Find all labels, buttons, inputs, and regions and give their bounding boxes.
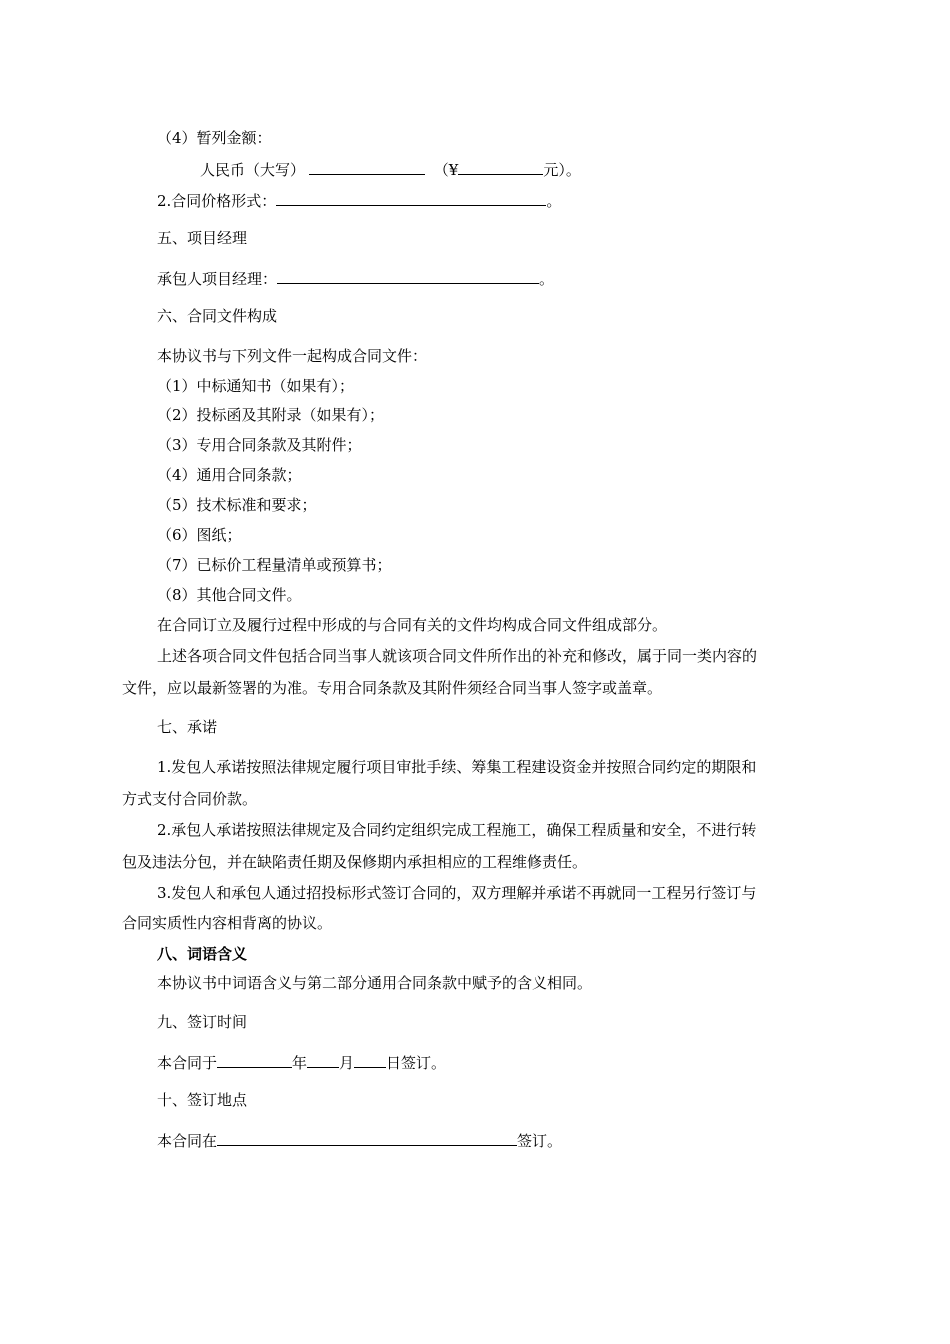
section-6-heading: 六、合同文件构成: [157, 307, 278, 325]
section-5-heading: 五、项目经理: [157, 229, 248, 247]
yuan-label: 元）。: [543, 161, 581, 179]
list-item: （1）中标通知书（如果有）；: [157, 377, 355, 395]
docs-intro: 本协议书与下列文件一起构成合同文件：: [157, 347, 428, 365]
list-item: （2）投标函及其附录（如果有）；: [157, 406, 385, 424]
provisional-sum-label: （4）暂列金额：: [157, 129, 272, 147]
list-item: （6）图纸；: [157, 526, 242, 544]
list-item: （8）其他合同文件。: [157, 586, 302, 604]
section-8-heading: 八、词语含义: [157, 945, 248, 963]
list-item: （7）已标价工程量清单或预算书；: [157, 556, 392, 574]
commitment-1-line-2: 方式支付合同价款。: [122, 790, 258, 808]
signing-place-line: [157, 1129, 562, 1151]
list-item: （4）通用合同条款；: [157, 466, 302, 484]
commitment-2-line-2: 包及违法分包，并在缺陷责任期及保修期内承担相应的工程维修责任。: [122, 853, 588, 871]
signing-place-label: 本合同在: [157, 1132, 218, 1150]
docs-priority-paragraph-line-2: 文件，应以最新签署的为准。专用合同条款及其附件须经合同当事人签字或盖章。: [122, 679, 663, 697]
period: 。: [539, 270, 555, 288]
pm-line: [157, 267, 554, 289]
yen-label: （¥: [433, 161, 459, 179]
section-9-heading: 九、签订时间: [157, 1013, 248, 1031]
year-blank[interactable]: [217, 1051, 292, 1068]
month-blank[interactable]: [307, 1051, 339, 1068]
rmb-uppercase-label: 人民币（大写）: [200, 161, 306, 179]
commitment-3-line-2: 合同实质性内容相背离的协议。: [122, 914, 333, 932]
section-10-heading: 十、签订地点: [157, 1091, 248, 1109]
year-label: 年: [292, 1054, 308, 1072]
docs-formation-paragraph: 在合同订立及履行过程中形成的与合同有关的文件均构成合同文件组成部分。: [157, 616, 668, 634]
list-item: （5）技术标准和要求；: [157, 496, 317, 514]
docs-priority-paragraph-line-1: 上述各项合同文件包括合同当事人就该项合同文件所作出的补充和修改，属于同一类内容的: [157, 647, 758, 665]
price-form-blank[interactable]: [276, 189, 546, 206]
period: 。: [546, 192, 562, 210]
yen-amount-blank[interactable]: [458, 158, 543, 175]
section-7-heading: 七、承诺: [157, 718, 218, 736]
list-item: （3）专用合同条款及其附件；: [157, 436, 362, 454]
rmb-amount-line: [200, 158, 581, 180]
rmb-uppercase-blank[interactable]: [309, 158, 425, 175]
day-label: 日签订。: [386, 1054, 447, 1072]
signing-date-label: 本合同于: [157, 1054, 218, 1072]
commitment-3-line-1: 3.发包人和承包人通过招投标形式签订合同的，双方理解并承诺不再就同一工程另行签订与: [157, 884, 757, 902]
commitment-2-line-1: 2.承包人承诺按照法律规定及合同约定组织完成工程施工，确保工程质量和安全，不进行转: [157, 821, 757, 839]
pm-blank[interactable]: [277, 267, 539, 284]
commitment-1-line-1: 1.发包人承诺按照法律规定履行项目审批手续、筹集工程建设资金并按照合同约定的期限和: [157, 758, 757, 776]
terms-paragraph: 本协议书中词语含义与第二部分通用合同条款中赋予的含义相同。: [157, 974, 593, 992]
place-blank[interactable]: [217, 1129, 517, 1146]
signing-place-suffix: 签订。: [517, 1132, 563, 1150]
pm-label: 承包人项目经理：: [157, 270, 278, 288]
month-label: 月: [339, 1054, 355, 1072]
price-form-line: [157, 189, 561, 211]
signing-date-line: [157, 1051, 446, 1073]
day-blank[interactable]: [354, 1051, 386, 1068]
price-form-label: 2.合同价格形式：: [157, 192, 277, 210]
